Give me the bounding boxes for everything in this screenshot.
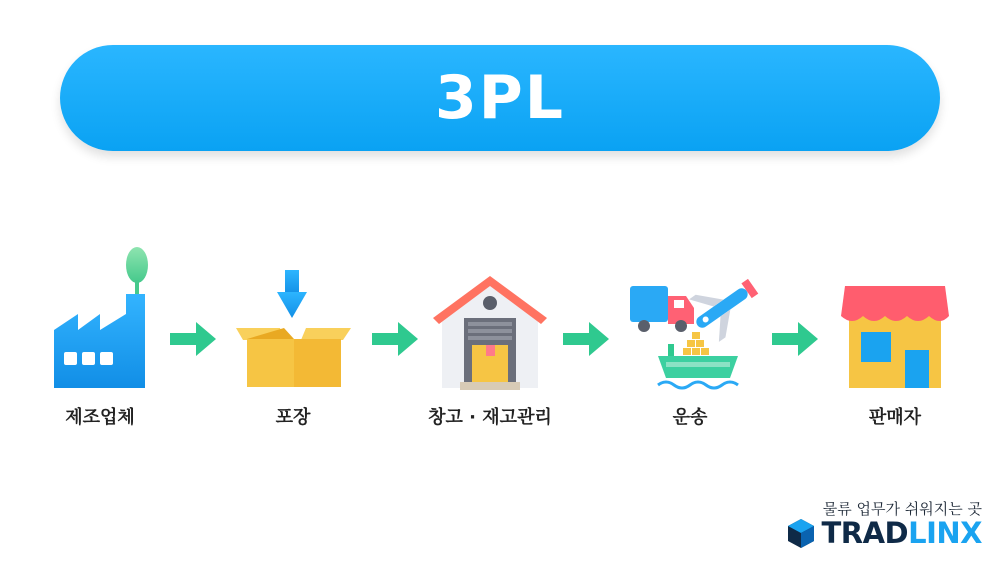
arrow-right-icon	[170, 322, 216, 356]
step-packaging	[213, 240, 373, 440]
factory-icon	[40, 240, 160, 395]
title-banner	[60, 45, 940, 151]
brand-logo-prefix: TRAD	[821, 516, 909, 550]
arrow-right-icon	[772, 322, 818, 356]
transport-icon	[630, 240, 750, 395]
brand-tagline: 물류 업무가 쉬워지는 곳	[822, 500, 982, 518]
page-title: 3PL	[435, 63, 565, 133]
step-label: 제조업체	[65, 407, 135, 428]
step-warehouse	[410, 240, 570, 440]
step-transport	[610, 240, 770, 440]
warehouse-icon	[430, 240, 550, 395]
step-label: 운송	[672, 407, 708, 428]
step-label: 포장	[275, 407, 311, 428]
brand-logo-suffix: LINX	[908, 516, 982, 550]
step-label: 창고 · 재고관리	[428, 407, 552, 428]
step-seller	[815, 240, 975, 440]
step-label: 판매자	[868, 407, 922, 428]
cube-logo-icon	[785, 517, 817, 549]
store-icon	[835, 240, 955, 395]
arrow-right-icon	[563, 322, 609, 356]
step-manufacturer	[20, 240, 180, 440]
brand-logo	[762, 498, 982, 554]
brand-logo-row	[785, 516, 982, 550]
box-icon	[233, 240, 353, 395]
